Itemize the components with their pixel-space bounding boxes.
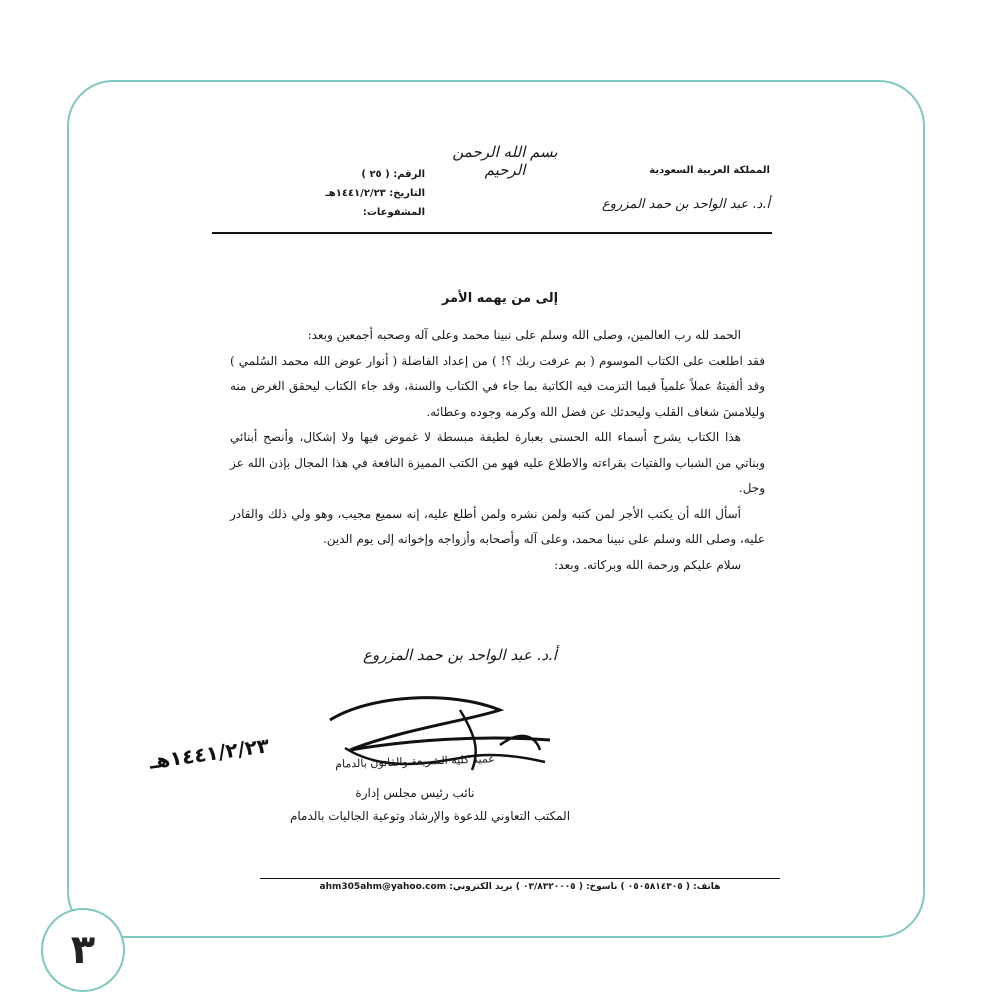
letter-body bbox=[230, 323, 765, 578]
letter bbox=[147, 135, 810, 915]
signature-name: أ.د. عبد الواحد بن حمد المزروع bbox=[363, 646, 557, 664]
signature-date: ١٤٤١/٢/٢٣هـ bbox=[147, 733, 271, 774]
basmala: بسم الله الرحمن الرحيم bbox=[452, 143, 558, 179]
contact-info: هاتف: ( ٠٥٠٥٨١٤٣٠٥ ) ناسوخ: ( ٠٣/٨٣٢٠٠٠٥ ) بريد الكتروني: ahm305ahm@yahoo.com bbox=[319, 882, 721, 892]
dean-title: عميد كلية الشريعة والقانون بالدمام bbox=[334, 752, 496, 771]
paragraph: فقد اطلعت على الكتاب الموسوم ( بم عرفت ربك ؟! ) من إعداد الفاضلة ( أنوار عوض الله محمد السُلمي ) وقد ألفيتهُ عملاً علمياً قيما التزمت فيه الكاتبة بما جاء في الكتاب والسنة، وقد جاء الكتاب ليحقق الغرض منه وليلامسَ شغاف القلب وليحدثك عن فضل الله وكرمه وجوده وعطائه. bbox=[230, 353, 765, 419]
ref-date: التاريخ: ١٤٤١/٢/٢٣هـ bbox=[325, 188, 425, 199]
handwritten-signature bbox=[147, 690, 580, 800]
office-name: المكتب التعاوني للدعوة والإرشاد وتوعية الجاليات بالدمام bbox=[289, 809, 571, 823]
paragraph: سلام عليكم ورحمة الله وبركاته. وبعد: bbox=[554, 557, 741, 572]
footer-divider bbox=[260, 878, 780, 879]
page-number: ٣ bbox=[41, 908, 125, 992]
reference-block bbox=[290, 165, 425, 222]
vice-chair-title: نائب رئيس مجلس إدارة bbox=[355, 786, 475, 800]
ref-attachments: المشفوعات: bbox=[362, 207, 425, 218]
paragraph: الحمد لله رب العالمين، وصلى الله وسلم على نبينا محمد وعلى آله وصحبه أجمعين وبعد: bbox=[307, 328, 741, 342]
letter-title: إلى من يهمه الأمر bbox=[441, 291, 559, 306]
paragraph: أسأل الله أن يكتب الأجر لمن كتبه ولمن نشره ولمن أطلع عليه، إنه سميع مجيب، وهو ولي ذلك والقادر عليه، وصلى الله وسلم على نبينا محمد، وعلى آله وأصحابه وأزواجه وإخوانه إلى يوم الدين. bbox=[230, 506, 765, 546]
author-header: أ.د. عبد الواحد بن حمد المزروع bbox=[601, 197, 770, 212]
kingdom-header: المملكة العربية السعودية bbox=[649, 165, 770, 176]
paragraph: هذا الكتاب يشرح أسماء الله الحسنى بعبارة لطيفة مبسطة لا غموض فيها ولا إشكال، وأنصح أبنائي وبناتي من الشباب والفتيات بقراءته والاطلاع عليه فهو من الكتب المميزة النافعة في هذا المجال بإذن الله عز وجل. bbox=[230, 430, 765, 495]
header-divider bbox=[212, 232, 772, 234]
ref-number: الرقم: ( ٢٥ ) bbox=[361, 169, 425, 180]
